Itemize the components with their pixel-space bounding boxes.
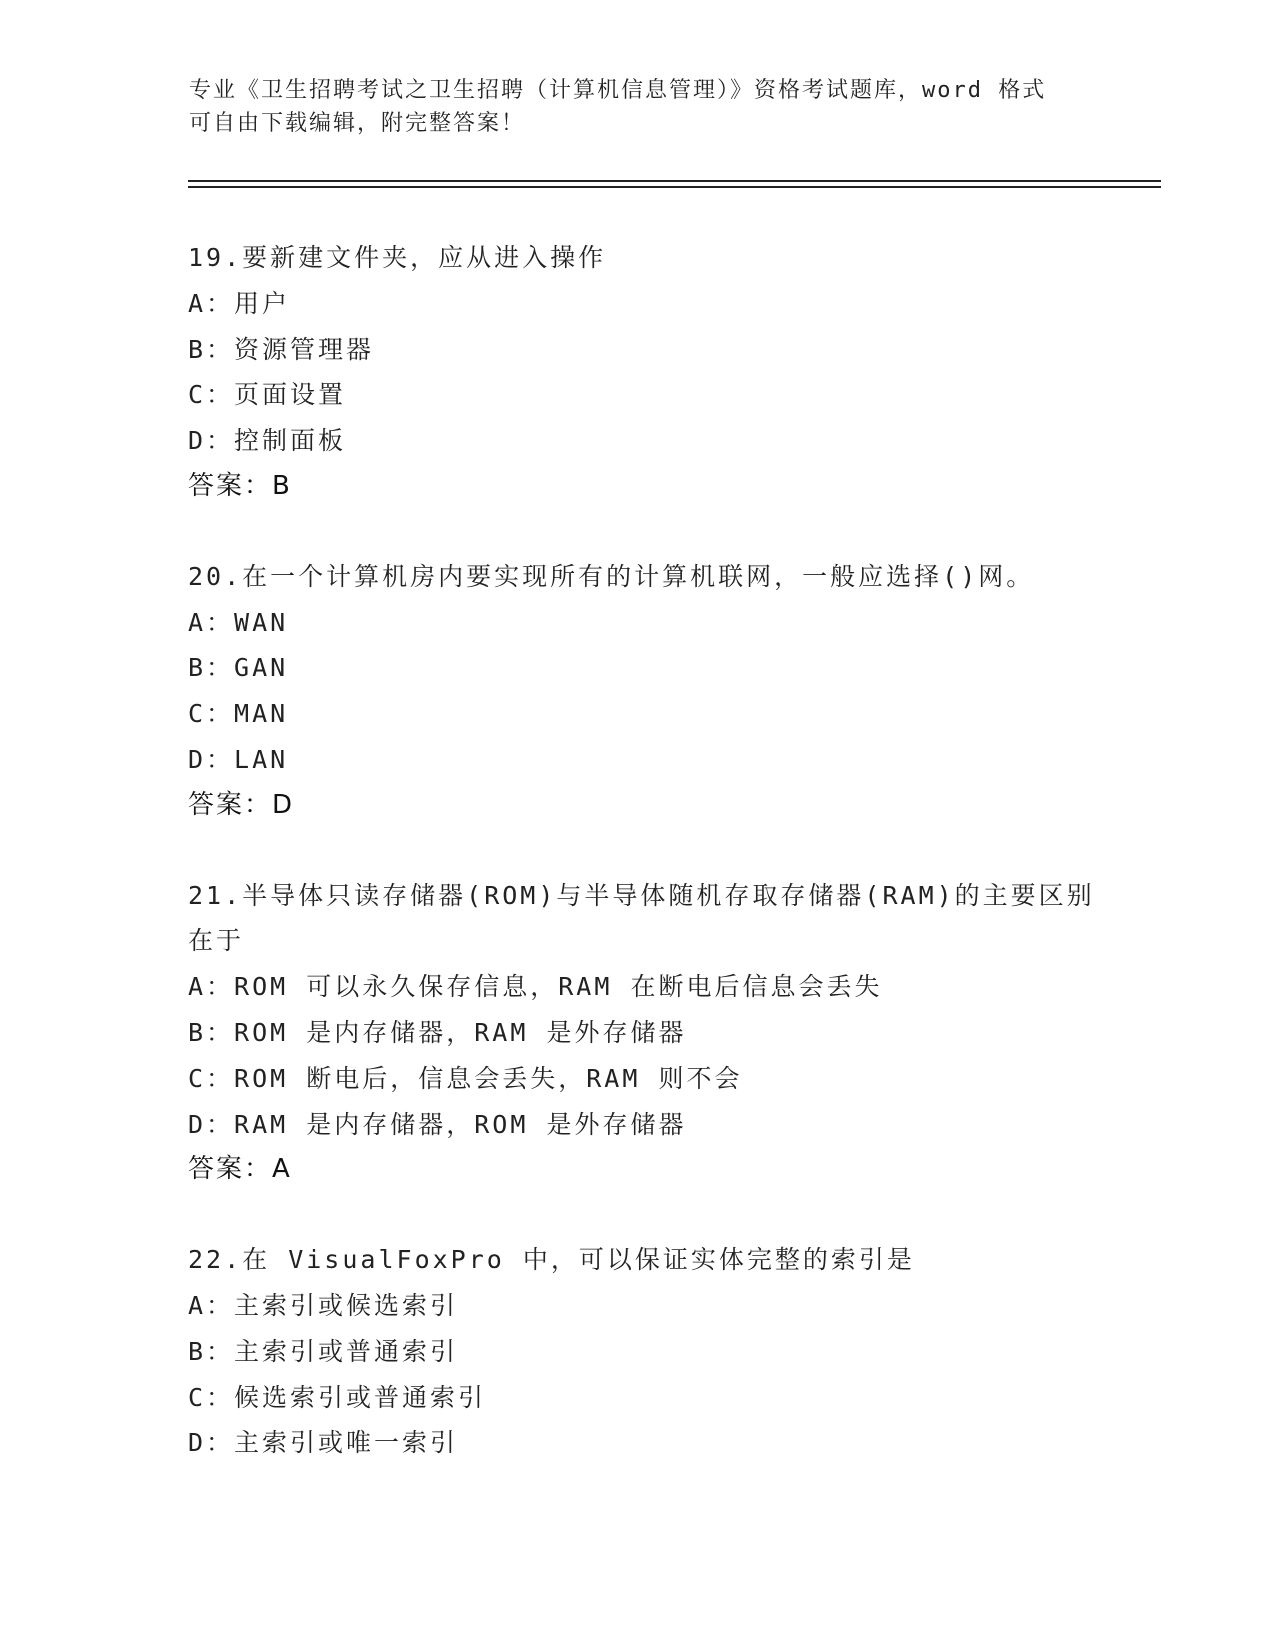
- document-header: [189, 74, 1069, 140]
- option-d: D：RAM 是内存储器，ROM 是外存储器: [188, 1109, 687, 1139]
- question-list: [188, 235, 1108, 1510]
- option-b: B：主索引或普通索引: [188, 1336, 459, 1366]
- answer-line: 答案：A: [188, 1154, 292, 1185]
- question-20: [188, 554, 1108, 829]
- option-b: B：ROM 是内存储器，RAM 是外存储器: [188, 1017, 687, 1047]
- option-a: A：WAN: [188, 607, 289, 637]
- question-stem: 22.在 VisualFoxPro 中，可以保证实体完整的索引是: [188, 1245, 915, 1275]
- option-a: A：ROM 可以永久保存信息，RAM 在断电后信息会丢失: [188, 972, 883, 1002]
- option-b: B：GAN: [188, 653, 289, 683]
- question-stem: 19.要新建文件夹，应从进入操作: [188, 243, 607, 272]
- option-a: A：主索引或候选索引: [188, 1290, 459, 1320]
- question-21: [188, 873, 1108, 1194]
- option-d: D：主索引或唯一索引: [188, 1428, 459, 1458]
- option-a: A：用户: [188, 288, 291, 318]
- option-b: B：资源管理器: [188, 334, 375, 364]
- option-c: C：ROM 断电后，信息会丢失，RAM 则不会: [188, 1063, 743, 1093]
- header-divider-top: [188, 180, 1161, 182]
- answer-line: 答案：D: [188, 789, 295, 820]
- question-19: [188, 235, 1108, 510]
- header-divider-bottom: [188, 186, 1161, 188]
- option-c: C：候选索引或普通索引: [188, 1382, 487, 1412]
- option-c: C：页面设置: [188, 380, 347, 410]
- header-line-1: 专业《卫生招聘考试之卫生招聘（计算机信息管理）》资格考试题库，word 格式: [189, 78, 1047, 103]
- option-d: D：LAN: [188, 744, 289, 774]
- answer-line: 答案：B: [188, 470, 292, 501]
- question-stem: 21.半导体只读存储器(ROM)与半导体随机存取存储器(RAM)的主要区别在于: [188, 880, 1095, 956]
- option-c: C：MAN: [188, 699, 289, 729]
- question-stem: 20.在一个计算机房内要实现所有的计算机联网，一般应选择()网。: [188, 561, 1035, 591]
- question-22: [188, 1237, 1108, 1466]
- option-d: D：控制面板: [188, 426, 347, 456]
- header-line-2: 可自由下载编辑，附完整答案！: [189, 111, 526, 136]
